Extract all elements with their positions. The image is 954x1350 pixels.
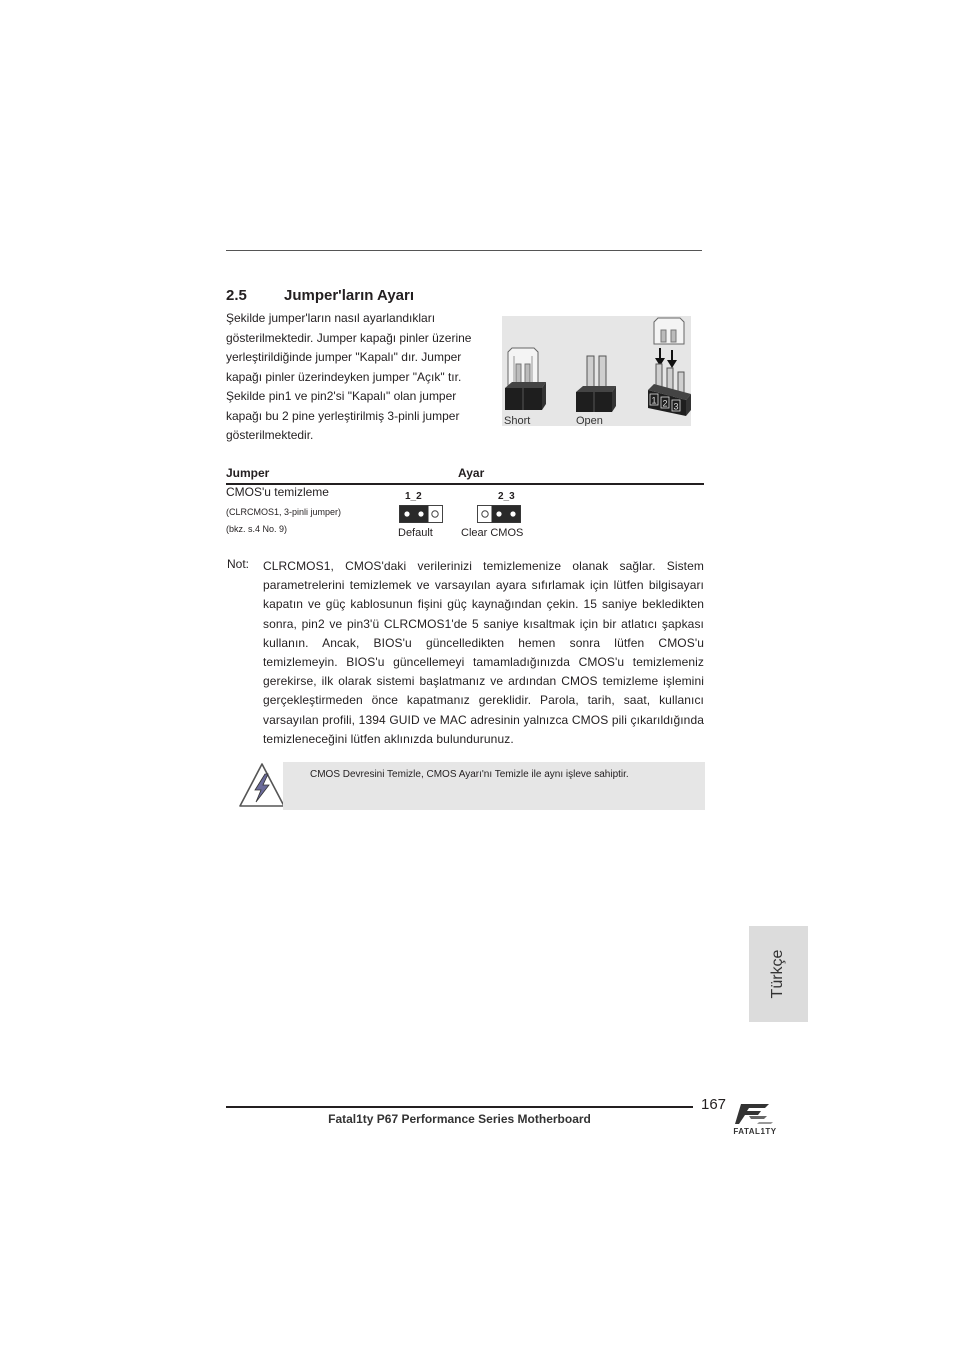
column-jumper: Jumper: [226, 466, 270, 480]
pin-number-3: 3: [673, 401, 679, 412]
default-pins-label: 1_2: [405, 491, 422, 502]
fatal1ty-logo: [727, 1098, 783, 1143]
clear-caption: Clear CMOS: [461, 527, 524, 539]
cmos-row-reference: (bkz. s.4 No. 9): [226, 524, 288, 534]
short-jumper: [505, 348, 546, 410]
top-rule: [226, 250, 702, 251]
note-label: Not:: [227, 557, 250, 571]
footer-title: Fatal1ty P67 Performance Series Motherboard: [328, 1112, 591, 1126]
clear-header-diagram: [477, 505, 521, 528]
column-ayar: Ayar: [458, 466, 485, 480]
section-heading: Jumper'ların Ayarı: [284, 287, 415, 304]
three-pin-jumper: [648, 318, 691, 416]
page-number: 167: [701, 1096, 727, 1113]
intro-paragraph: Şekilde jumper'ların nasıl ayarlandıkları gösterilmektedir. Jumper kapağı pinler üzerine yerleştirildiğinde jumper "Kapalı" dır. Jumper kapağı pinler üzerindeyken jumper "Açık" tır. Şekilde pin1 ve pin2'si "Kapalı" olan jumper kapağı bu 2 pine yerleştirilmiş 3-pinli jumper gösterilmektedir.: [226, 311, 472, 442]
cmos-row-name: CMOS'u temizleme: [226, 485, 329, 499]
caution-text: CMOS Devresini Temizle, CMOS Ayarı'nı Temizle ile aynı işleve sahiptir.: [310, 769, 629, 780]
open-label: Open: [576, 415, 603, 426]
caution-lightning-icon: [238, 762, 286, 813]
footer-rule: [226, 1106, 693, 1108]
pin-number-2: 2: [662, 398, 668, 409]
pin-number-1: 1: [651, 395, 657, 406]
section-number: 2.5: [226, 287, 247, 304]
open-jumper: [576, 356, 616, 412]
language-tab: [749, 926, 808, 1022]
short-label: Short: [504, 415, 531, 426]
note-text: CLRCMOS1, CMOS'daki verilerinizi temizlemenize olanak sağlar. Sistem parametrelerini temizlemek ve varsayılan ayara sıfırlamak için lütfen bilgisayarı kapatın ve güç kablosunun fişini güç kaynağından çekin. 15 saniye bekledikten sonra, pin2 ve pin3'ü CLRCMOS1'de 5 saniye kısaltmak için bir atlatıcı şapkası kullanın. Ancak, BIOS'u güncelledikten hemen sonra lütfen CMOS'u temizlemeyin. BIOS'u güncellemeyi tamamladığınızda CMOS'u temizlemeniz gerekirse, ilk olarak sistemi başlatmanız ve ardından CMOS temizleme işlemini gerçekleştirmeden önce kapatmanız gereklidir. Parola, tarih, saat, kullanıcı varsayılan profili, 1394 GUID ve MAC adresinin yalnızca CMOS pili çıkarıldığında temizleneceğini lütfen aklınızda bulundurunuz.: [263, 559, 704, 746]
jumper-figure: [502, 316, 691, 426]
default-caption: Default: [398, 527, 433, 539]
default-header-diagram: [399, 505, 443, 528]
clear-pins-label: 2_3: [498, 491, 515, 502]
table-header: [226, 466, 704, 482]
language-tab-label: Türkçe: [769, 949, 786, 999]
logo-text: FATAL1TY: [733, 1127, 777, 1136]
jumper-diagram: [502, 316, 691, 426]
section-title: [226, 287, 414, 304]
cmos-row-subtitle: (CLRCMOS1, 3-pinli jumper): [226, 507, 342, 517]
caution-box: [283, 762, 705, 810]
